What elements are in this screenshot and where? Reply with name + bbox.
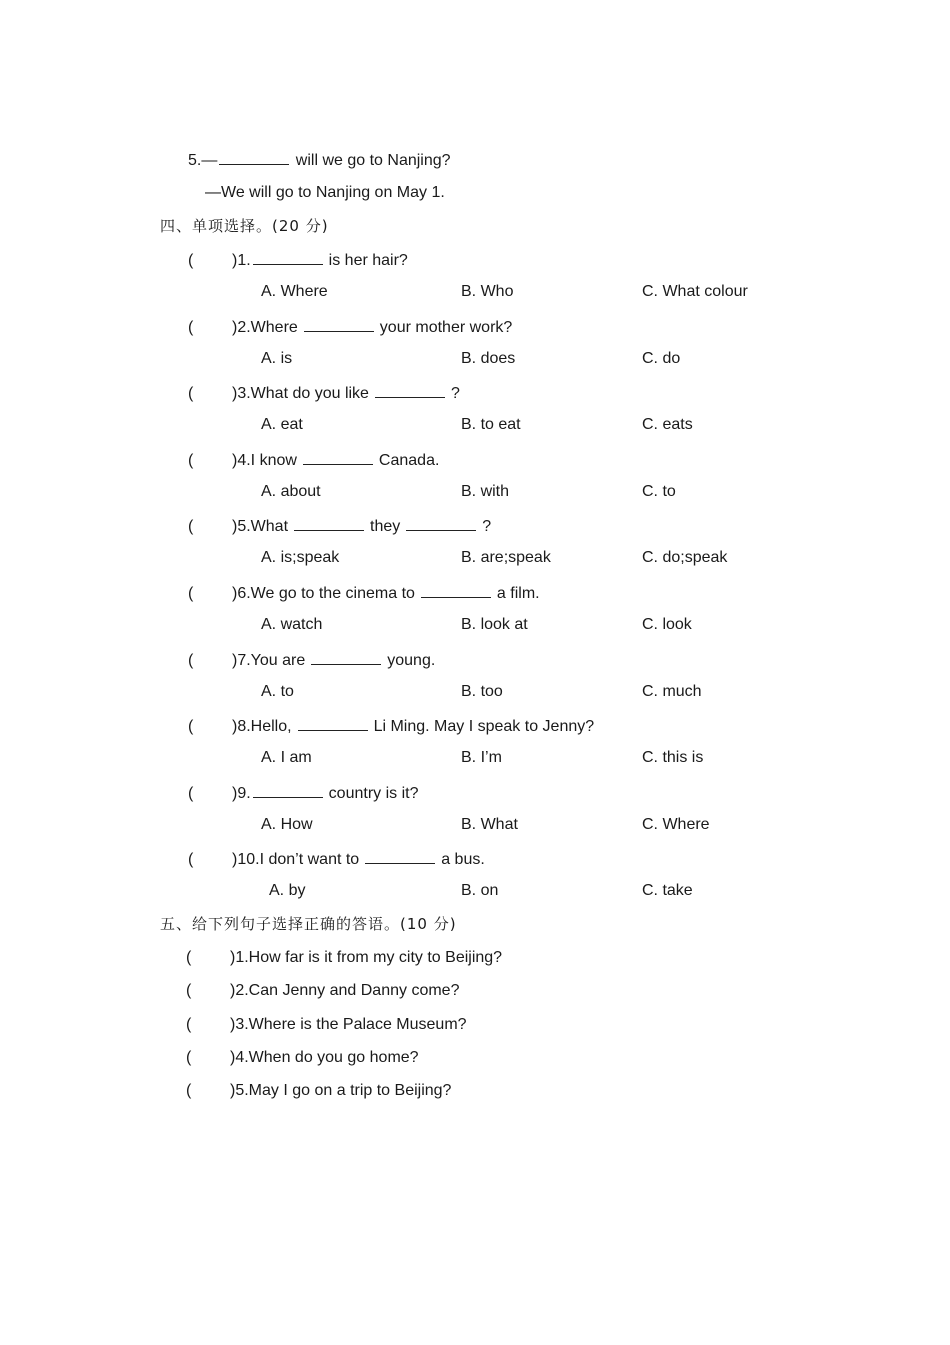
question-number: )3. (230, 1016, 249, 1033)
answer-paren[interactable]: ( (188, 652, 194, 669)
option-a: A. watch (261, 616, 323, 633)
question-text: May I go on a trip to Beijing? (248, 1082, 452, 1099)
question-text-pre: Where (250, 319, 298, 336)
option-c: C. do;speak (642, 549, 728, 566)
question-text-post: young. (387, 652, 436, 669)
section-5-heading: 五、给下列句子选择正确的答语。(10 分) (160, 915, 457, 933)
question-text-pre: What do you like (250, 385, 369, 402)
option-b: B. Who (461, 283, 514, 300)
question-text-post: is her hair? (328, 252, 408, 269)
question-number: )5. (230, 1082, 249, 1099)
answer-blank[interactable] (304, 317, 374, 332)
answer-paren[interactable]: ( (188, 452, 194, 469)
mcq-item (188, 516, 491, 537)
option-c: C. much (642, 683, 702, 700)
option-c: C. Where (642, 816, 710, 833)
option-b: B. does (461, 350, 516, 367)
match-item (186, 1081, 451, 1101)
match-item (186, 948, 502, 968)
answer-paren[interactable]: ( (188, 851, 194, 868)
option-c: C. eats (642, 416, 693, 433)
answer-paren[interactable]: ( (186, 1016, 192, 1033)
option-a: A. Where (261, 283, 328, 300)
option-a: A. by (269, 882, 306, 899)
answer-paren[interactable]: ( (188, 785, 194, 802)
question-text-pre: I know (250, 452, 297, 469)
answer-blank[interactable] (294, 516, 364, 531)
option-a: A. How (261, 816, 313, 833)
option-c: C. this is (642, 749, 704, 766)
option-b: B. with (461, 483, 510, 500)
question-text-pre: Hello, (250, 718, 292, 735)
option-c: C. What colour (642, 283, 748, 300)
question-number: )2. (232, 319, 251, 336)
mcq-item (188, 783, 418, 804)
option-a: A. eat (261, 416, 303, 433)
question-text: Can Jenny and Danny come? (248, 982, 460, 999)
option-c: C. to (642, 483, 676, 500)
mcq-item (188, 849, 485, 870)
answer-blank[interactable] (219, 150, 289, 165)
mcq-item (188, 450, 439, 471)
question-number: )9. (232, 785, 251, 802)
option-c: C. look (642, 616, 692, 633)
question-number: )6. (232, 585, 251, 602)
section-4-heading: 四、单项选择。(20 分) (160, 217, 329, 235)
mcq-item (188, 650, 435, 671)
answer-paren[interactable]: ( (186, 982, 192, 999)
mcq-item (188, 250, 408, 271)
option-a: A. is (261, 350, 293, 367)
question-text-pre: What (250, 518, 289, 535)
question-text: How far is it from my city to Beijing? (248, 949, 503, 966)
answer-paren[interactable]: ( (188, 252, 194, 269)
question-number: )1. (232, 252, 251, 269)
mcq-item (188, 317, 512, 338)
option-b: B. on (461, 882, 499, 899)
option-a: A. is;speak (261, 549, 340, 566)
option-a: A. I am (261, 749, 312, 766)
option-b: B. I’m (461, 749, 502, 766)
question-number: )4. (232, 452, 251, 469)
option-b: B. are;speak (461, 549, 551, 566)
question-number: )5. (232, 518, 251, 535)
answer-blank[interactable] (421, 583, 491, 598)
question-number: )7. (232, 652, 251, 669)
answer-blank[interactable] (253, 783, 323, 798)
question-text-pre: You are (250, 652, 306, 669)
answer-blank[interactable] (303, 450, 373, 465)
answer-blank[interactable] (375, 383, 445, 398)
option-a: A. to (261, 683, 294, 700)
question-text-post: Li Ming. May I speak to Jenny? (373, 718, 595, 735)
question-number: 5.— (188, 152, 218, 169)
option-b: B. What (461, 816, 518, 833)
answer-blank[interactable] (365, 849, 435, 864)
question-text-post: country is it? (328, 785, 419, 802)
question-number: )3. (232, 385, 251, 402)
match-item (186, 1015, 467, 1035)
question-number: )4. (230, 1049, 249, 1066)
answer-paren[interactable]: ( (188, 385, 194, 402)
option-b: B. look at (461, 616, 528, 633)
question-number: )2. (230, 982, 249, 999)
question-text-post: a film. (496, 585, 540, 602)
question-text-mid: they (370, 518, 401, 535)
mcq-item (188, 583, 540, 604)
option-a: A. about (261, 483, 321, 500)
question-5-line (188, 150, 451, 171)
option-c: C. do (642, 350, 681, 367)
answer-blank[interactable] (298, 716, 368, 731)
option-b: B. to eat (461, 416, 521, 433)
question-text-pre: I don’t want to (259, 851, 360, 868)
question-text-post: ? (450, 385, 460, 402)
mcq-item (188, 383, 460, 404)
answer-paren[interactable]: ( (188, 518, 194, 535)
answer-paren[interactable]: ( (188, 718, 194, 735)
question-text: When do you go home? (248, 1049, 419, 1066)
option-b: B. too (461, 683, 503, 700)
match-item (186, 981, 459, 1001)
question-number: )10. (232, 851, 260, 868)
answer-paren[interactable]: ( (186, 949, 192, 966)
option-c: C. take (642, 882, 693, 899)
answer-paren[interactable]: ( (186, 1049, 192, 1066)
answer-paren[interactable]: ( (188, 585, 194, 602)
answer-paren[interactable]: ( (186, 1082, 192, 1099)
question-text-pre: We go to the cinema to (250, 585, 415, 602)
question-text: will we go to Nanjing? (295, 152, 451, 169)
answer-blank[interactable] (311, 650, 381, 665)
match-item (186, 1048, 419, 1068)
question-text-post: Canada. (378, 452, 440, 469)
mcq-item (188, 716, 594, 737)
question-text-post: ? (482, 518, 492, 535)
question-number: )1. (230, 949, 249, 966)
question-text-post: your mother work? (379, 319, 513, 336)
answer-blank[interactable] (406, 516, 476, 531)
answer-paren[interactable]: ( (188, 319, 194, 336)
question-text-post: a bus. (441, 851, 485, 868)
answer-blank[interactable] (253, 250, 323, 265)
question-text: Where is the Palace Museum? (248, 1016, 467, 1033)
question-5-answer: —We will go to Nanjing on May 1. (205, 184, 445, 201)
question-number: )8. (232, 718, 251, 735)
